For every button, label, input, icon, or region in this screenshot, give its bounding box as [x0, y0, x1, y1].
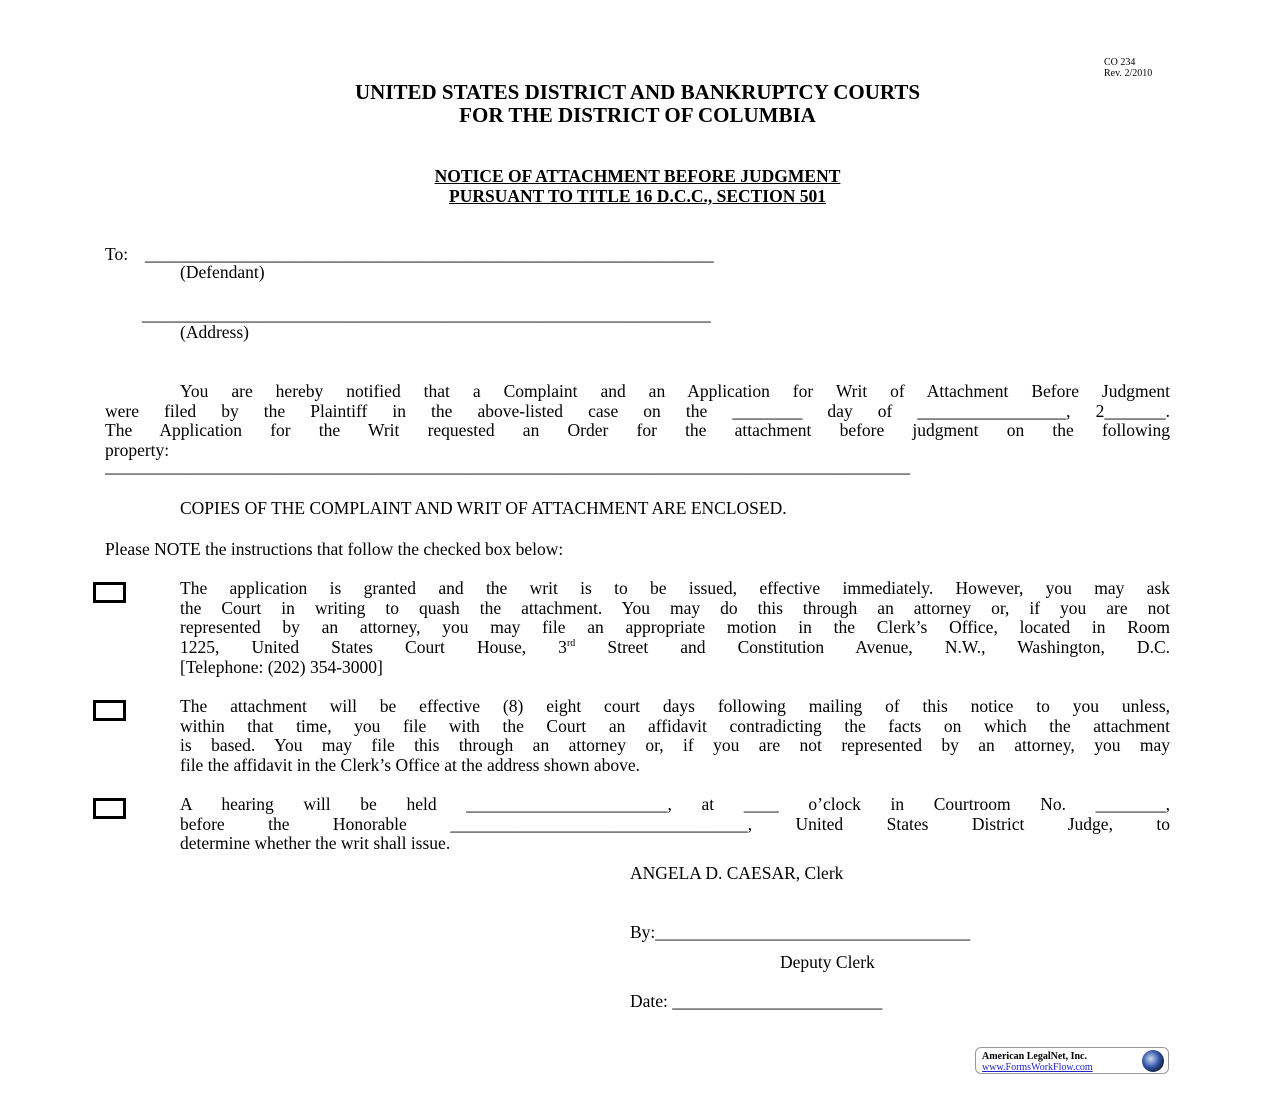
form-number-text: CO 234	[1104, 57, 1136, 68]
form-title-line1: NOTICE OF ATTACHMENT BEFORE JUDGMENT	[434, 166, 841, 186]
address-label: (Address)	[180, 322, 250, 342]
option-1-text	[180, 579, 1170, 678]
court-name-line1: UNITED STATES DISTRICT AND BANKRUPTCY COURTS	[354, 80, 921, 104]
option-line: The application is granted and the writ is to be issued, effective immediately. However, you may ask	[180, 578, 1170, 598]
deputy-clerk-label: Deputy Clerk	[780, 952, 875, 972]
option-line: The attachment will be effective (8) eight court days following mailing of this notice to you unless,	[180, 696, 1170, 716]
option-line: the Court in writing to quash the attachment. You may do this through an attorney or, if you are not	[180, 597, 1170, 618]
form-title-line2: PURSUANT TO TITLE 16 D.C.C., SECTION 501	[449, 186, 826, 206]
option-1-checkbox[interactable]	[93, 582, 126, 603]
form-revision: Rev. 2/2010	[1104, 68, 1153, 79]
option-line	[180, 638, 1170, 658]
notice-line: The Application for the Writ requested an Order for the attachment before judgment on the following	[105, 420, 1170, 441]
defendant-field[interactable]: _________________________________________________________________	[145, 244, 714, 264]
copies-enclosed-text: COPIES OF THE COMPLAINT AND WRIT OF ATTACHMENT ARE ENCLOSED.	[180, 498, 787, 518]
globe-icon	[1142, 1050, 1164, 1072]
form-number	[1104, 57, 1152, 79]
notice-line: property:	[105, 440, 170, 461]
to-label: To:	[105, 244, 129, 264]
logo-url-link[interactable]: www.FormsWorkFlow.com	[982, 1062, 1093, 1073]
option-line: [Telephone: (202) 354-3000]	[180, 656, 383, 677]
option-2-text	[180, 697, 1170, 776]
option-line-part: Street and Constitution Avenue, N.W., Washington, D.C.	[575, 637, 1170, 658]
option-line: file the affidavit in the Clerk’s Office at the address shown above.	[180, 755, 641, 776]
option-line: determine whether the writ shall issue.	[180, 833, 451, 854]
court-name-line2: FOR THE DISTRICT OF COLUMBIA	[459, 103, 816, 127]
hearing-details-line[interactable]: A hearing will be held _______________________, at ____ o’clock in Courtroom No. ________,	[180, 794, 1170, 814]
notice-paragraph	[105, 382, 1170, 477]
address-field[interactable]: _________________________________________________________________	[142, 304, 711, 324]
please-note-text: Please NOTE the instructions that follow the checked box below:	[105, 539, 564, 559]
option-2-checkbox[interactable]	[93, 700, 126, 721]
superscript: rd	[566, 638, 576, 650]
option-line: within that time, you file with the Court an affidavit contradicting the facts on which the attachment	[180, 715, 1170, 736]
logo-company: American LegalNet, Inc.	[982, 1051, 1087, 1062]
clerk-name: ANGELA D. CAESAR, Clerk	[630, 863, 844, 883]
option-line: represented by an attorney, you may file an appropriate motion in the Clerk’s Office, located in Room	[180, 617, 1170, 638]
property-field[interactable]: ____________________________________________________________________________________________	[105, 456, 910, 476]
option-line: is based. You may file this through an attorney or, if you are not represented by an attorney, you may	[180, 735, 1170, 756]
option-3-text	[180, 795, 1170, 854]
option-line-part: 1225, United States Court House, 3	[180, 637, 567, 658]
notice-filed-date-line[interactable]: were filed by the Plaintiff in the above-listed case on the ________ day of _________________, 2_______.	[105, 400, 1170, 421]
defendant-label: (Defendant)	[180, 262, 265, 282]
notice-line: You are hereby notified that a Complaint and an Application for Writ of Attachment Before Judgment	[180, 381, 1170, 401]
date-field[interactable]: Date: ________________________	[630, 991, 883, 1011]
signature-by-field[interactable]: By:____________________________________	[630, 922, 971, 942]
option-3-checkbox[interactable]	[93, 798, 126, 819]
judge-line[interactable]: before the Honorable __________________________________, United States District Judge, to	[180, 813, 1170, 834]
american-legalnet-logo[interactable]	[975, 1047, 1169, 1074]
